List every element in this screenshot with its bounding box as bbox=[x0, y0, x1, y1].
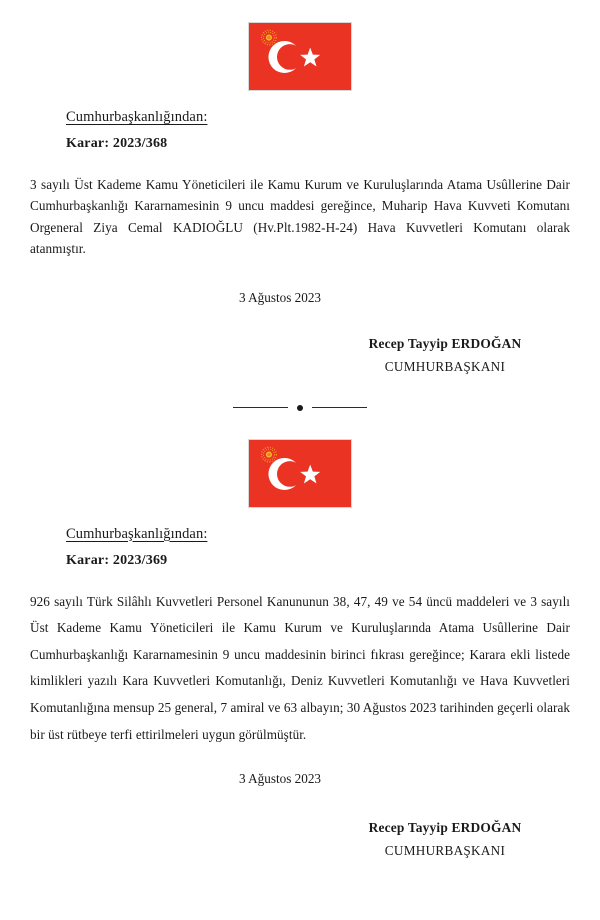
turkish-flag-icon bbox=[248, 22, 352, 91]
issuer-line-2 bbox=[0, 525, 600, 543]
decree-body-1: 3 sayılı Üst Kademe Kamu Yöneticileri ile Kamu Kurum ve Kuruluşlarında Atama Usûllerine Dair Cumhurbaşkanlığı Kararnamesinin 9 uncu maddesi gereğince, Muharip Hava Kuvveti Komutanı Orgeneral Ziya Cemal KADIOĞLU (Hv.Plt.1982-H-24) Hava Kuvvetleri Komutanı olarak atanmıştır. bbox=[30, 177, 570, 257]
decree-section-2 bbox=[0, 411, 600, 860]
divider-dot-icon bbox=[297, 405, 303, 411]
signature-block-2 bbox=[0, 820, 600, 859]
issuer-line-1 bbox=[0, 108, 600, 126]
decree-body-2: 926 sayılı Türk Silâhlı Kuvvetleri Personel Kanununun 38, 47, 49 ve 54 üncü maddeleri ve 3 sayılı Üst Kademe Kamu Yöneticileri ile Kamu Kurum ve Kuruluşlarında Atama Usûllerine Dair Cumhurbaşkanlığı Kararnamesinin 9 uncu maddesinin birinci fıkrası gereğince; Karara ekli listede kimlikleri yazılı Kara Kuvvetleri Komutanlığı, Deniz Kuvvetleri Komutanlığı ve Hava Kuvvetleri Komutanlığına mensup 25 general, 7 amiral ve 63 albayın; 30 Ağustos 2023 tarihinden geçerli olarak bir üst rütbeye terfi ettirilmeleri uygun görülmüştür. bbox=[30, 593, 570, 742]
signature-block-1 bbox=[0, 336, 600, 375]
divider-line-right bbox=[312, 407, 367, 408]
signer-name-1: Recep Tayyip ERDOĞAN bbox=[368, 335, 522, 351]
issuer-label: Cumhurbaşkanlığından: bbox=[66, 109, 208, 125]
decree-date-1: 3 Ağustos 2023 bbox=[238, 289, 322, 305]
signer-title-1: CUMHURBAŞKANI bbox=[384, 358, 506, 374]
decree-date-2: 3 Ağustos 2023 bbox=[238, 771, 322, 787]
divider-line-left bbox=[233, 407, 288, 408]
turkish-flag-icon bbox=[248, 439, 352, 508]
signer-title-2: CUMHURBAŞKANI bbox=[384, 843, 506, 859]
decision-number-1: Karar: 2023/368 bbox=[66, 136, 168, 151]
decree-section-1 bbox=[0, 0, 600, 375]
signer-name-2: Recep Tayyip ERDOĞAN bbox=[368, 820, 522, 836]
decision-number-2: Karar: 2023/369 bbox=[66, 552, 168, 568]
flag-container-2 bbox=[0, 411, 600, 508]
flag-container-1 bbox=[0, 0, 600, 91]
issuer-label: Cumhurbaşkanlığından: bbox=[66, 525, 208, 542]
